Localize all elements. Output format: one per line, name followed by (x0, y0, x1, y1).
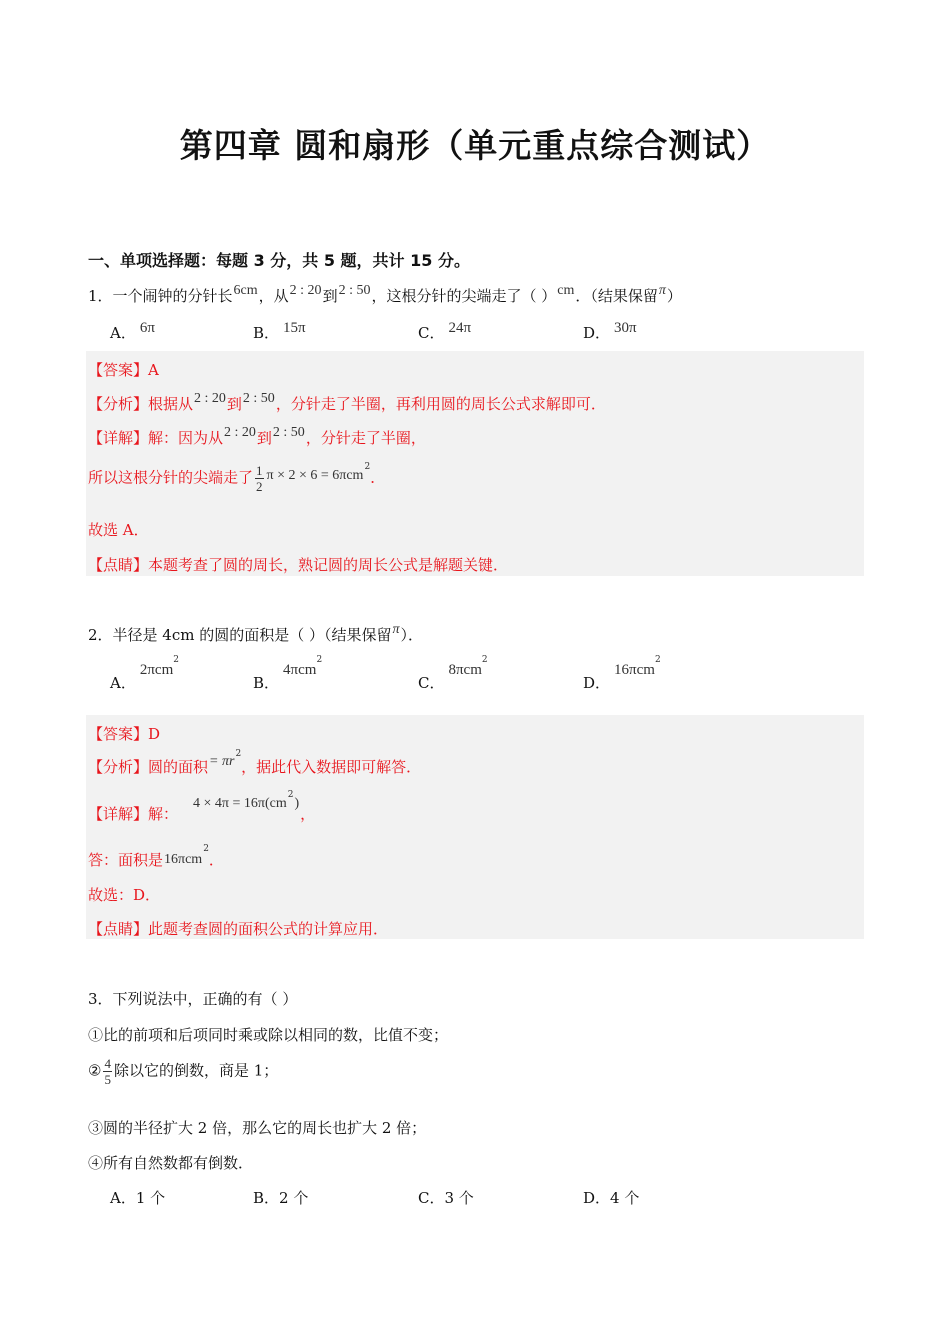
option-d[interactable]: D． 30π (583, 320, 637, 342)
detail-line: 【详解】解：因为从2 : 20到2 : 50，分针走了半圈， (88, 425, 426, 447)
choose-line: 故选 A． (88, 521, 149, 539)
option-b[interactable]: B． 15π (253, 320, 306, 342)
fraction: $\frac{4}{5}$ (104, 1056, 111, 1087)
comment-line: 【点睛】此题考查圆的面积公式的计算应用． (88, 920, 389, 938)
option-b[interactable]: B．2 个 (253, 1189, 309, 1207)
answer-line: 【答案】D (88, 725, 161, 743)
option-a[interactable]: A．2πcm$^2$ (110, 655, 179, 692)
analysis-line: 【分析】圆的面积= $\pi r^2$，据此代入数据即可解答． (88, 749, 422, 776)
answer-box-1 (86, 351, 864, 576)
question-2-stem: 2．半径是 4cm 的圆的面积是（ ）（结果保留π）． (88, 622, 424, 644)
detail-line: 【详解】解：$4 \times 4\pi = 16\pi(cm^2)$， (88, 790, 316, 823)
statement-2: ② $\frac{4}{5}$ 除以它的倒数，商是 1； (88, 1056, 279, 1087)
math-expression: cm (557, 283, 575, 298)
answer-line: 【答案】A (88, 361, 159, 379)
comment-line: 【点睛】本题考查了圆的周长，熟记圆的周长公式是解题关键． (88, 556, 509, 574)
math-expression: 2 : 20 (289, 283, 322, 298)
analysis-line: 【分析】根据从2 : 20到2 : 50，分针走了半圈，再利用圆的周长公式求解即可． (88, 391, 606, 413)
section-heading: 一、单项选择题：每题 3 分，共 5 题，共计 15 分。 (88, 251, 470, 270)
question-3-stem: 3．下列说法中，正确的有（ ） (88, 990, 298, 1008)
fraction: $\frac{1}{2}$ (256, 463, 263, 494)
statement-4: ④所有自然数都有倒数． (88, 1154, 254, 1172)
choose-line: 故选：D． (88, 886, 161, 904)
math-expression: 6cm (233, 283, 258, 298)
option-c[interactable]: C．3 个 (418, 1189, 474, 1207)
option-d[interactable]: D．16πcm$^2$ (583, 655, 661, 692)
option-a[interactable]: A．1 个 (110, 1189, 166, 1207)
math-expression: π (392, 622, 400, 637)
reply-line: 答：面积是16πcm$^2$． (88, 844, 224, 869)
option-b[interactable]: B．4πcm$^2$ (253, 655, 323, 692)
option-c[interactable]: C．8πcm$^2$ (418, 655, 488, 692)
math-expression: 2 : 50 (338, 283, 371, 298)
page-title: 第四章 圆和扇形（单元重点综合测试） (179, 126, 771, 165)
statement-3: ③圆的半径扩大 2 倍，那么它的周长也扩大 2 倍； (88, 1119, 427, 1137)
option-d[interactable]: D．4 个 (583, 1189, 640, 1207)
math-expression: 4 × 4π = 16π(cm (193, 796, 287, 811)
option-a[interactable]: A． 6π (110, 320, 155, 342)
math-expression: π × 2 × 6 = 6πcm (266, 467, 364, 483)
statement-1: ①比的前项和后项同时乘或除以相同的数，比值不变； (88, 1026, 449, 1044)
calculation-line: 所以这根分针的尖端走了 $\frac{1}{2}$ π × 2 × 6 = 6πcm$^2$． (88, 461, 386, 494)
option-c[interactable]: C． 24π (418, 320, 472, 342)
question-1-stem: 1．一个闹钟的分针长6cm，从2 : 20到2 : 50，这根分针的尖端走了（ ）cm．（结果保留π） (88, 283, 682, 305)
math-expression: π (658, 283, 666, 298)
answer-box-2 (86, 715, 864, 939)
